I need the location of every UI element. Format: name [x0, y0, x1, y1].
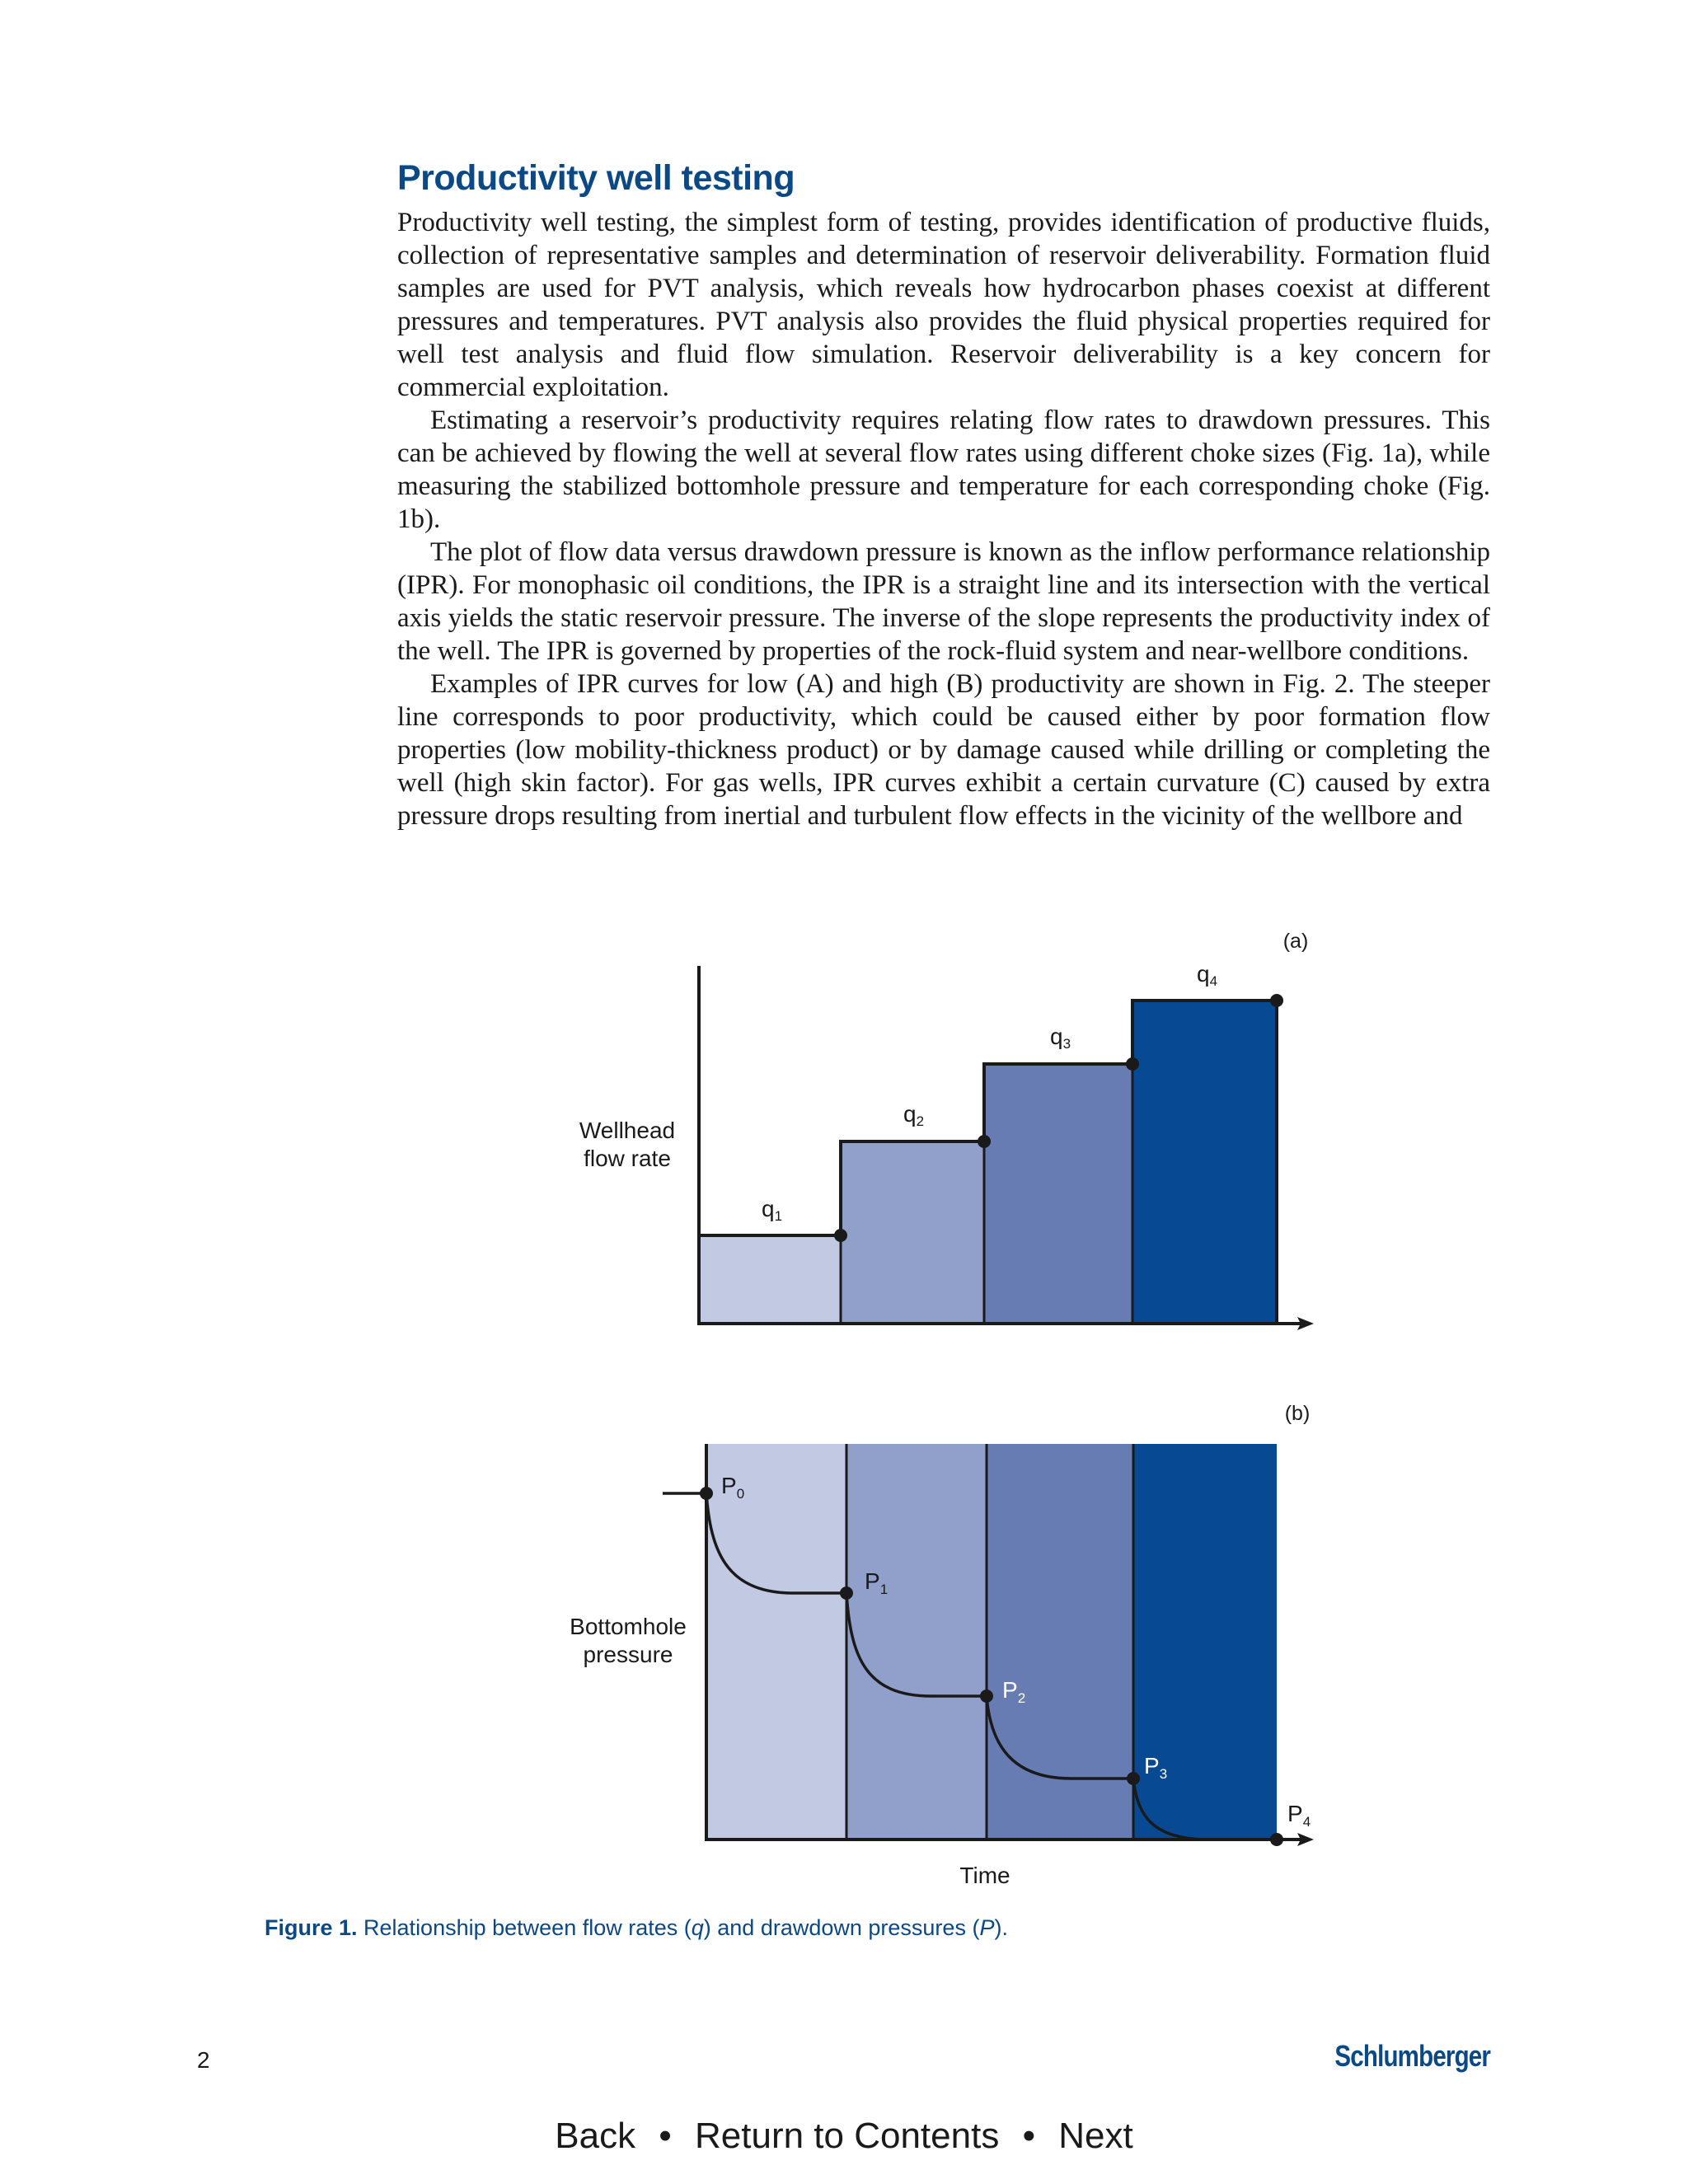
- next-link[interactable]: Next: [1058, 2116, 1133, 2156]
- nav-separator: •: [1022, 2116, 1035, 2156]
- rate-label-q4: [1197, 961, 1217, 989]
- rate-symbol: q: [762, 1196, 775, 1221]
- rate-subscript: 4: [1209, 973, 1218, 989]
- rate-symbol: q: [1197, 961, 1210, 987]
- nav-separator: •: [659, 2116, 672, 2156]
- rate-marker: [834, 1229, 847, 1242]
- pressure-symbol: P: [721, 1473, 737, 1498]
- pressure-marker: [1270, 1833, 1283, 1846]
- paragraph: Examples of IPR curves for low (A) and high (B) productivity are shown in Fig. 2. The steeper line corresponds to poor productivity, which could be caused either by poor formation flow properties (low mobility-thickness product) or by damage caused while drilling or completing the well (high skin factor). For gas wells, IPR curves exhibit a certain curvature (C) caused by extra pressure drops resulting from inertial and turbulent flow effects in the vicinity of the wellbore and: [397, 669, 1490, 831]
- pressure-stage-2: [846, 1444, 987, 1840]
- figure-caption: [265, 1915, 1008, 1941]
- pressure-symbol: P: [1287, 1801, 1303, 1826]
- pressure-symbol: P: [865, 1568, 880, 1594]
- xlabel-time: Time: [959, 1863, 1010, 1888]
- flow-stage-4: [1132, 1001, 1277, 1324]
- brand-logo: Schlumberger: [1334, 2039, 1490, 2073]
- caption-text: Relationship between flow rates (: [357, 1915, 692, 1940]
- rate-marker: [1126, 1057, 1139, 1071]
- paragraph: The plot of flow data versus drawdown pressure is known as the inflow performance relationship (IPR). For monophasic oil conditions, the IPR is a straight line and its intersection with the vertical axis yields the static reservoir pressure. The inverse of the slope represents the productivity index of the well. The IPR is governed by properties of the rock-fluid system and near-wellbore conditions.: [397, 537, 1490, 666]
- rate-subscript: 2: [916, 1113, 925, 1129]
- pressure-marker: [1127, 1772, 1140, 1785]
- panel-tag-a: (a): [1282, 930, 1309, 953]
- paragraph: Productivity well testing, the simplest form of testing, provides identification of productive fluids, collection of representative samples and determination of reservoir deliverability. Formation fluid samples are used for PVT analysis, which reveals how hydrocarbon phases coexist at different pressures and temperatures. PVT analysis also provides the fluid physical properties required for well test analysis and fluid flow simulation. Reservoir deliverability is a key concern for commercial exploitation.: [397, 208, 1490, 402]
- flow-stage-1: [699, 1235, 841, 1324]
- rate-subscript: 3: [1062, 1036, 1071, 1052]
- ylabel-a-line2: flow rate: [584, 1146, 671, 1171]
- page-number: 2: [197, 2047, 210, 2073]
- pressure-subscript: 1: [879, 1582, 889, 1597]
- rate-symbol: q: [1050, 1024, 1063, 1049]
- caption-label: Figure 1.: [265, 1915, 358, 1940]
- rate-symbol: q: [903, 1101, 917, 1127]
- pressure-label-p4: [1287, 1801, 1311, 1830]
- back-link[interactable]: Back: [555, 2116, 636, 2156]
- rate-label-q3: [1050, 1024, 1071, 1052]
- ylabel-b-line1: Bottomhole: [570, 1614, 687, 1639]
- rate-label-q1: [762, 1196, 782, 1224]
- pressure-subscript: 0: [736, 1486, 745, 1502]
- pressure-stage-3: [987, 1444, 1133, 1840]
- paragraph: Estimating a reservoir’s productivity requires relating flow rates to drawdown pressures. This can be achieved by flowing the well at several flow rates using different choke sizes (Fig. 1a), while measuring the stabilized bottomhole pressure and temperature for each corresponding choke (Fig. 1b).: [397, 405, 1490, 534]
- pressure-subscript: 4: [1302, 1814, 1311, 1830]
- pressure-stage-4: [1133, 1444, 1277, 1840]
- rate-marker: [978, 1135, 991, 1148]
- panel-tag-b: (b): [1284, 1402, 1311, 1425]
- pressure-marker: [840, 1586, 853, 1600]
- caption-p-symbol: P: [979, 1915, 995, 1940]
- caption-text: ) and drawdown pressures (: [703, 1915, 980, 1940]
- caption-q-symbol: q: [691, 1915, 704, 1940]
- return-to-contents-link[interactable]: Return to Contents: [695, 2116, 1000, 2156]
- panel-b: [570, 1402, 1314, 1888]
- page-navigation: [0, 2116, 1688, 2157]
- pressure-marker: [980, 1690, 993, 1703]
- panel-a: [579, 930, 1314, 1330]
- flow-stage-2: [841, 1141, 984, 1324]
- pressure-subscript: 3: [1159, 1766, 1168, 1782]
- ylabel-b-line2: pressure: [583, 1642, 673, 1667]
- pressure-marker: [700, 1487, 713, 1500]
- pressure-symbol: P: [1002, 1677, 1018, 1703]
- pressure-stage-1: [706, 1444, 846, 1840]
- rate-label-q2: [903, 1101, 924, 1129]
- section-heading: Productivity well testing: [397, 158, 795, 198]
- flow-stage-3: [984, 1064, 1132, 1324]
- rate-subscript: 1: [774, 1208, 783, 1224]
- caption-text: ).: [994, 1915, 1008, 1940]
- ylabel-a-line1: Wellhead: [579, 1118, 676, 1143]
- pressure-subscript: 2: [1017, 1690, 1026, 1706]
- rate-marker: [1270, 994, 1283, 1007]
- pressure-symbol: P: [1144, 1753, 1160, 1779]
